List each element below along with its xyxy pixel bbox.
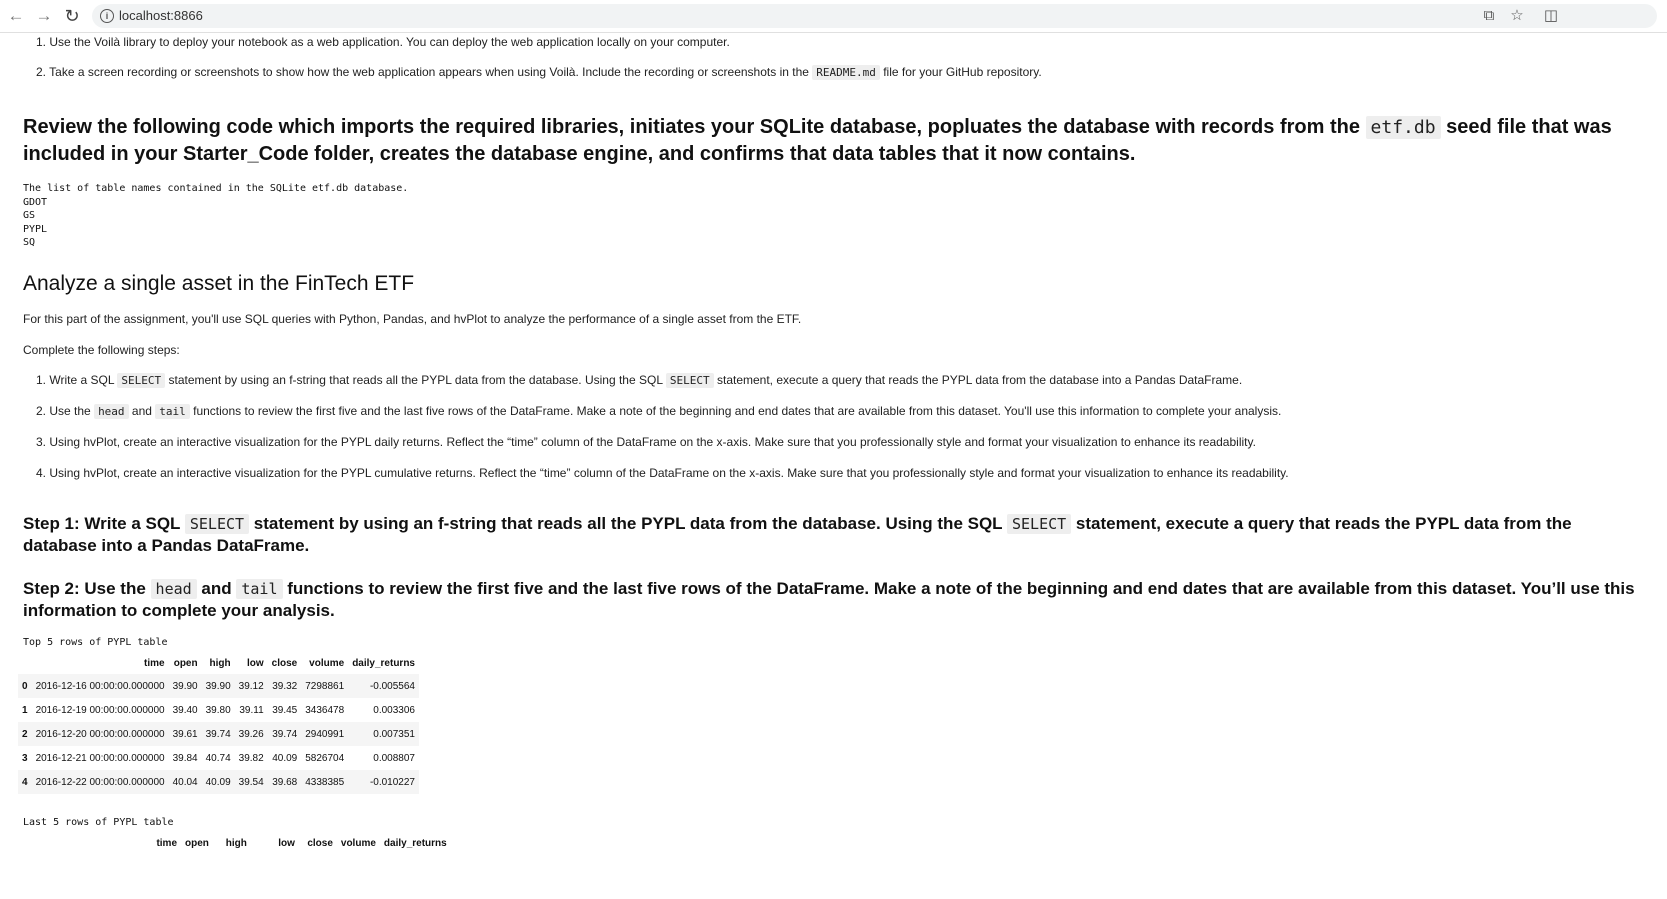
heading-text: Step 2: Use the — [23, 579, 146, 598]
table-cell: 39.68 — [272, 776, 298, 788]
column-header: open — [173, 657, 198, 669]
table-cell: 2016-12-21 00:00:00.000000 — [35, 752, 165, 764]
list-text: Using hvPlot, create an interactive visualization for the PYPL daily returns. Reflect the “time” column of the DataFrame on the x-axis. Make sure that you professionally style and format your visualization to enhance its readability. — [49, 435, 1256, 449]
output-title: The list of table names contained in the SQLite etf.db database. — [23, 183, 409, 194]
heading-text: information to complete your analysis. — [23, 601, 335, 620]
table-cell: 39.90 — [172, 680, 198, 692]
list-text: and — [131, 404, 152, 418]
step1-heading — [23, 513, 1667, 556]
analyze-intro: For this part of the assignment, you'll use SQL queries with Python, Pandas, and hvPlot to analyze the performance of a single asset from the ETF. — [23, 312, 802, 326]
heading-text: database into a Pandas DataFrame. — [23, 536, 310, 555]
heading-text: statement by using an f-string that reads all the PYPL data from the database. Using the SQL — [253, 514, 1003, 533]
analyze-step-2 — [36, 404, 1281, 418]
sidebar-icon[interactable]: ◫ — [1543, 7, 1559, 24]
table-header-row — [18, 832, 451, 854]
heading-text: functions to review the first five and the last five rows of the DataFrame. Make a note of the beginning and end dates that are available from this dataset. You’ll use this — [287, 579, 1635, 598]
column-header: close — [271, 657, 298, 669]
list-number: 4. — [36, 466, 47, 480]
table-row — [18, 722, 419, 746]
heading-text: Review the following code which imports the required libraries, initiates your SQLite database, popluates the database with records from the — [23, 116, 1360, 138]
row-index: 4 — [22, 776, 28, 788]
table-cell: 39.80 — [205, 704, 231, 716]
notebook-content — [0, 32, 1667, 899]
table-cell: 3436478 — [305, 704, 345, 716]
table-row — [18, 770, 419, 794]
table-cell: 2016-12-20 00:00:00.000000 — [35, 728, 165, 740]
list-text: statement, execute a query that reads the PYPL data from the database into a Pandas DataFrame. — [716, 373, 1243, 387]
table-cell: 2016-12-22 00:00:00.000000 — [35, 776, 165, 788]
table-cell: -0.010227 — [369, 776, 415, 788]
column-header: high — [209, 657, 231, 669]
analyze-step-4 — [36, 466, 1289, 480]
inline-code: head — [94, 404, 129, 419]
table-cell: 2016-12-19 00:00:00.000000 — [35, 704, 165, 716]
browser-toolbar — [0, 0, 1667, 33]
column-header: time — [144, 657, 165, 669]
column-header: high — [225, 837, 247, 849]
list-text: Take a screen recording or screenshots to show how the web application appears when using Voilà. Include the recording or screenshots in the — [49, 65, 809, 79]
table-cell: 0.007351 — [373, 728, 415, 740]
step2-heading — [23, 578, 1667, 621]
table-cell: 40.09 — [205, 776, 231, 788]
table-cell: 2016-12-16 00:00:00.000000 — [35, 680, 165, 692]
list-text: functions to review the first five and the last five rows of the DataFrame. Make a note of the beginning and end dates that are available from this dataset. You'll use this information to complete your analysis. — [193, 404, 1282, 418]
table-cell: 39.84 — [172, 752, 198, 764]
index-header — [18, 832, 38, 854]
inline-code: SELECT — [117, 373, 165, 388]
list-text: Use the — [49, 404, 91, 418]
list-text: file for your GitHub repository. — [883, 65, 1042, 79]
inline-code: README.md — [812, 65, 880, 80]
analyze-step-1 — [36, 373, 1242, 387]
index-header — [18, 652, 32, 674]
table-cell: 39.11 — [239, 704, 264, 716]
column-header: daily_returns — [352, 657, 415, 669]
inline-code: SELECT — [185, 514, 249, 534]
back-arrow-icon[interactable]: ← — [7, 6, 25, 25]
heading-text: Step 1: Write a SQL — [23, 514, 181, 533]
table-cell: 39.74 — [272, 728, 298, 740]
top5-title: Top 5 rows of PYPL table — [23, 637, 168, 648]
top5-dataframe — [18, 652, 419, 794]
column-header: open — [185, 837, 209, 849]
info-icon[interactable]: i — [100, 9, 114, 23]
table-name: GDOT — [23, 196, 48, 208]
table-cell: -0.005564 — [369, 680, 415, 692]
row-index: 2 — [22, 728, 28, 740]
table-cell: 39.74 — [205, 728, 231, 740]
intro-step-2 — [36, 65, 1042, 79]
table-row — [18, 698, 419, 722]
column-header: daily_returns — [383, 837, 447, 849]
table-cell: 39.45 — [272, 704, 298, 716]
inline-code: etf.db — [1366, 116, 1441, 139]
row-index: 3 — [22, 752, 28, 764]
table-row — [18, 674, 419, 698]
table-cell: 39.12 — [238, 680, 264, 692]
heading-text: statement, execute a query that reads the PYPL data from the — [1075, 514, 1572, 533]
table-cell: 39.54 — [238, 776, 264, 788]
forward-arrow-icon[interactable]: → — [35, 6, 53, 25]
heading-text: and — [201, 579, 232, 598]
table-cell: 0.003306 — [373, 704, 415, 716]
list-number: 2. — [36, 404, 47, 418]
list-number: 1. — [36, 35, 47, 49]
list-number: 2. — [36, 65, 47, 79]
table-cell: 39.32 — [272, 680, 298, 692]
analyze-step-3 — [36, 435, 1256, 449]
complete-steps-label: Complete the following steps: — [23, 343, 180, 357]
inline-code: head — [151, 579, 197, 599]
heading-text: included in your Starter_Code folder, creates the database engine, and confirms that data tables that it now contains. — [23, 143, 1136, 165]
column-header: low — [278, 837, 295, 849]
review-heading — [23, 114, 1667, 167]
table-name: SQ — [23, 237, 36, 248]
column-header: close — [307, 837, 333, 849]
table-row — [18, 746, 419, 770]
share-icon[interactable]: ⧉ — [1483, 7, 1495, 24]
table-cell: 40.09 — [272, 752, 298, 764]
list-number: 3. — [36, 435, 47, 449]
table-cell: 39.26 — [238, 728, 264, 740]
list-number: 1. — [36, 373, 47, 387]
table-list-output — [23, 182, 408, 250]
reload-icon[interactable]: ↻ — [64, 6, 80, 26]
table-cell: 0.008807 — [373, 752, 415, 764]
list-text: statement by using an f-string that reads all the PYPL data from the database. Using the SQL — [168, 373, 663, 387]
analyze-heading: Analyze a single asset in the FinTech ETF — [23, 272, 415, 295]
table-cell: 4338385 — [305, 776, 345, 788]
column-header: low — [247, 657, 264, 669]
inline-code: SELECT — [1007, 514, 1071, 534]
heading-text: seed file that was — [1446, 116, 1612, 138]
inline-code: tail — [236, 579, 282, 599]
table-name: PYPL — [23, 223, 48, 235]
intro-step-1 — [36, 35, 730, 49]
column-header: time — [156, 837, 177, 849]
table-cell: 39.61 — [172, 728, 198, 740]
table-cell: 7298861 — [305, 680, 345, 692]
table-cell: 39.82 — [238, 752, 264, 764]
row-index: 0 — [22, 680, 28, 692]
table-cell: 39.90 — [205, 680, 231, 692]
table-header-row — [18, 652, 419, 674]
last5-dataframe — [18, 832, 451, 854]
table-name: GS — [23, 210, 36, 221]
url-text[interactable]: localhost:8866 — [119, 8, 203, 23]
address-bar[interactable] — [92, 4, 1657, 28]
table-cell: 39.40 — [172, 704, 198, 716]
column-header: volume — [340, 837, 376, 849]
row-index: 1 — [22, 704, 28, 716]
last5-title: Last 5 rows of PYPL table — [23, 817, 174, 828]
table-cell: 40.04 — [172, 776, 198, 788]
table-cell: 5826704 — [305, 752, 345, 764]
table-cell: 40.74 — [205, 752, 231, 764]
list-text: Write a SQL — [49, 373, 115, 387]
list-text: Using hvPlot, create an interactive visualization for the PYPL cumulative returns. Reflect the “time” column of the DataFrame on the x-axis. Make sure that you professionally style and format your visualization to enhance its readability. — [49, 466, 1289, 480]
column-header: volume — [309, 657, 345, 669]
list-text: Use the Voilà library to deploy your notebook as a web application. You can deploy the web application locally on your computer. — [49, 35, 730, 49]
table-cell: 2940991 — [305, 728, 345, 740]
inline-code: SELECT — [666, 373, 714, 388]
star-icon[interactable]: ☆ — [1510, 7, 1524, 24]
inline-code: tail — [155, 404, 190, 419]
